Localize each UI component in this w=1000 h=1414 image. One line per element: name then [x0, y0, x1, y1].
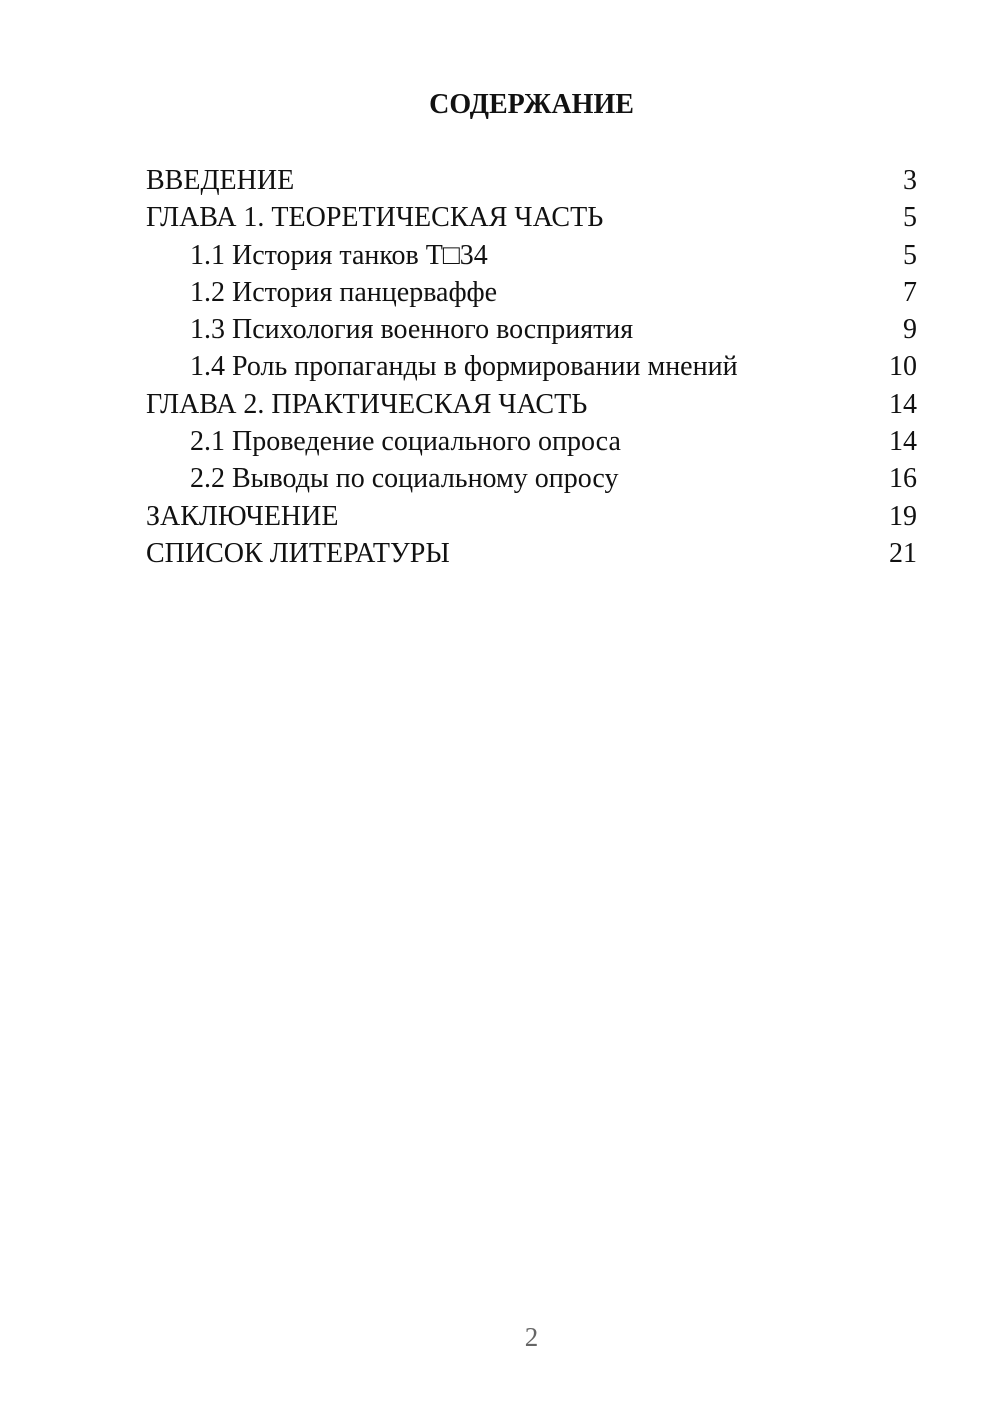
toc-entry [146, 348, 917, 385]
toc-entry-page-number: 7 [903, 276, 917, 308]
document-content [0, 0, 1000, 572]
toc-entry-page-number: 9 [903, 314, 917, 346]
table-of-contents [146, 162, 917, 572]
toc-entry [146, 162, 917, 199]
toc-entry-page-number: 3 [903, 165, 917, 196]
toc-entry-label: ГЛАВА 1. ТЕОРЕТИЧЕСКАЯ ЧАСТЬ [146, 202, 604, 234]
toc-entry-label: ГЛАВА 2. ПРАКТИЧЕСКАЯ ЧАСТЬ [146, 388, 588, 420]
toc-entry-label: 1.3 Психология военного восприятия [190, 314, 634, 346]
toc-entry-page-number: 19 [889, 500, 917, 532]
toc-entry [146, 274, 917, 311]
toc-entry-page-number: 14 [889, 426, 917, 458]
toc-entry [146, 498, 917, 535]
toc-entry [146, 460, 917, 497]
toc-entry [146, 237, 917, 274]
toc-entry-label: 1.1 История танков Т□34 [190, 239, 488, 271]
toc-entry-label: 2.2 Выводы по социальному опросу [190, 463, 619, 495]
toc-entry-label: 2.1 Проведение социального опроса [190, 426, 621, 458]
toc-entry [146, 386, 917, 423]
page-title: СОДЕРЖАНИЕ [429, 89, 634, 120]
toc-entry-label: ЗАКЛЮЧЕНИЕ [146, 500, 339, 532]
toc-entry-page-number: 5 [903, 239, 917, 271]
toc-entry [146, 311, 917, 348]
toc-entry [146, 535, 917, 572]
toc-entry-page-number: 14 [889, 388, 917, 420]
toc-entry-label: 1.4 Роль пропаганды в формировании мнений [190, 351, 738, 383]
toc-entry-label: СПИСОК ЛИТЕРАТУРЫ [146, 537, 450, 569]
toc-entry-page-number: 10 [889, 351, 917, 383]
toc-entry-page-number: 21 [889, 537, 917, 569]
toc-entry [146, 423, 917, 460]
toc-entry-label: 1.2 История панцерваффе [190, 276, 498, 308]
footer-page-number: 2 [524, 1322, 539, 1352]
toc-entry-page-number: 16 [889, 463, 917, 495]
toc-entry [146, 199, 917, 236]
toc-entry-page-number: 5 [903, 202, 917, 234]
toc-entry-label: ВВЕДЕНИЕ [146, 165, 295, 196]
